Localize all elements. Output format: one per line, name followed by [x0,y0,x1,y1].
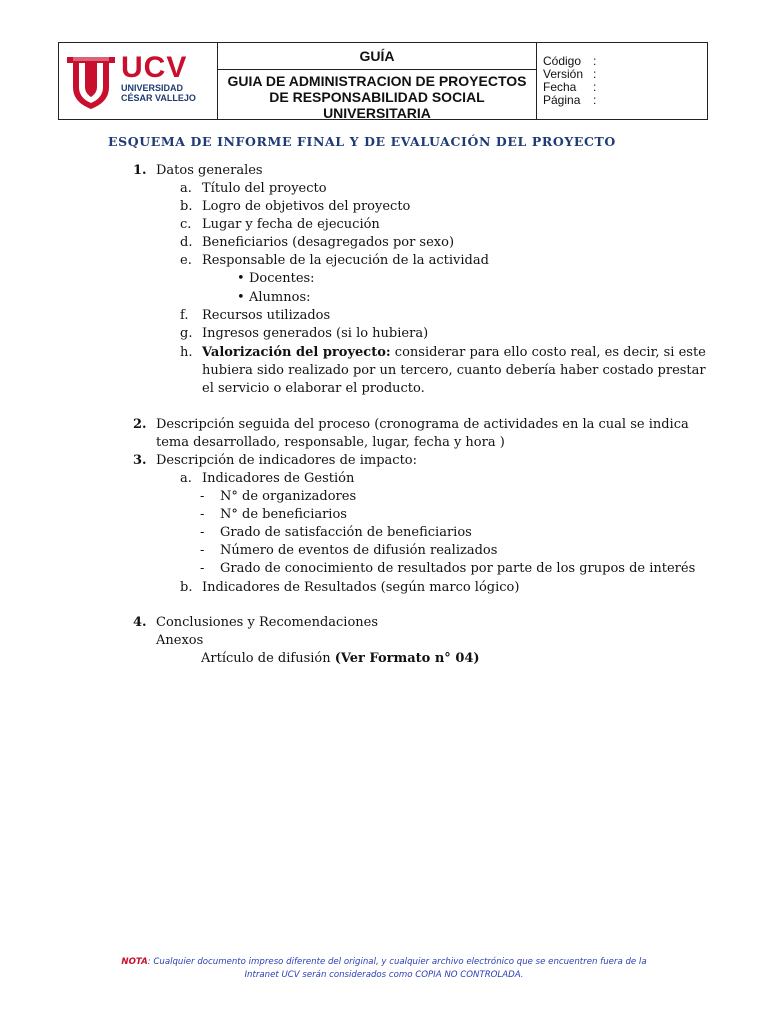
bold-text: (Ver Formato n° 04) [334,651,480,666]
list-item: N° de beneficiarios [220,507,347,522]
list-item: Responsable de la ejecución de la actividad [202,253,489,268]
article-line [201,650,480,668]
meta-sep: : [593,93,597,107]
list-number: 3. [133,453,147,468]
dash-marker: - [200,561,205,576]
list-item: N° de organizadores [220,489,357,504]
list-item: Beneficiarios (desagregados por sexo) [202,235,455,250]
bullet-icon: • [237,271,245,286]
plain-text: Artículo de difusión [201,651,335,666]
header-title-line: GUIA DE ADMINISTRACION DE PROYECTOS [227,73,527,89]
ucv-logo [59,43,218,119]
header-title-line: UNIVERSITARIA [323,105,431,121]
list-item-continued: tema desarrollado, responsable, lugar, fecha y hora ) [156,435,505,450]
list-item: Descripción de indicadores de impacto: [156,453,417,468]
list-number: 2. [133,417,147,432]
list-item-continued: hubiera sido realizado por un tercero, cuanto debería haber costado prestar [202,363,706,378]
list-item [202,344,706,362]
list-letter: a. [180,181,192,196]
list-item: Recursos utilizados [202,308,331,323]
list-item: Indicadores de Resultados (según marco lógico) [202,580,520,595]
list-letter: a. [180,471,192,486]
list-item: Título del proyecto [202,181,327,196]
header-title-cell [218,43,537,119]
header-title-line: DE RESPONSABILIDAD SOCIAL [269,89,485,105]
list-letter: h. [180,345,193,360]
list-item: Número de eventos de difusión realizados [220,543,498,558]
logo-line2: CÉSAR VALLEJO [121,93,196,103]
list-item: Docentes: [249,271,315,286]
list-item: Grado de satisfacción de beneficiarios [220,525,472,540]
ucv-shield-icon [65,53,117,111]
bullet-icon: • [237,290,245,305]
header-top-label: GUÍA [218,43,536,70]
footer-note [100,956,668,982]
logo-name: UCV [121,51,188,84]
section-title: ESQUEMA DE INFORME FINAL Y DE EVALUACIÓN DEL PROYECTO [108,134,616,149]
list-letter: e. [180,253,192,268]
dash-marker: - [200,507,205,522]
list-item: Indicadores de Gestión [202,471,355,486]
list-letter: b. [180,580,193,595]
dash-marker: - [200,525,205,540]
meta-label: Página [543,93,581,107]
list-number: 1. [133,163,147,178]
nota-label: NOTA [121,957,148,967]
list-item: Lugar y fecha de ejecución [202,217,380,232]
dash-marker: - [200,543,205,558]
list-letter: g. [180,326,193,341]
list-number: 4. [133,615,147,630]
meta-sep: : [593,54,597,68]
list-letter: f. [180,308,189,323]
list-letter: d. [180,235,193,250]
nota-text: : Cualquier documento impreso diferente del original, y cualquier archivo electrónico que se encuentren fuera de la [147,957,647,967]
plain-text: considerar para ello costo real, es decir, si este [390,345,706,360]
meta-sep: : [593,67,597,81]
list-letter: c. [180,217,192,232]
meta-sep: : [593,80,597,94]
header-meta-cell [537,43,707,119]
meta-label: Versión [543,67,584,81]
meta-label: Fecha [543,80,577,94]
list-item: Alumnos: [249,290,311,305]
list-letter: b. [180,199,193,214]
list-item: Conclusiones y Recomendaciones [156,615,379,630]
nota-text: Intranet UCV serán considerados como COPIA NO CONTROLADA. [244,970,524,980]
bold-text: Valorización del proyecto: [202,345,391,360]
logo-line1: UNIVERSIDAD [121,83,184,93]
list-item: Descripción seguida del proceso (cronograma de actividades en la cual se indica [156,417,689,432]
list-item: Ingresos generados (si lo hubiera) [202,326,429,341]
list-item: Logro de objetivos del proyecto [202,199,411,214]
meta-label: Código [543,54,582,68]
list-item: Grado de conocimiento de resultados por parte de los grupos de interés [220,561,696,576]
list-item: Datos generales [156,163,263,178]
list-item-continued: el servicio o elaborar el producto. [202,381,425,396]
document-header [58,42,708,120]
dash-marker: - [200,489,205,504]
anexos-label: Anexos [156,633,204,648]
